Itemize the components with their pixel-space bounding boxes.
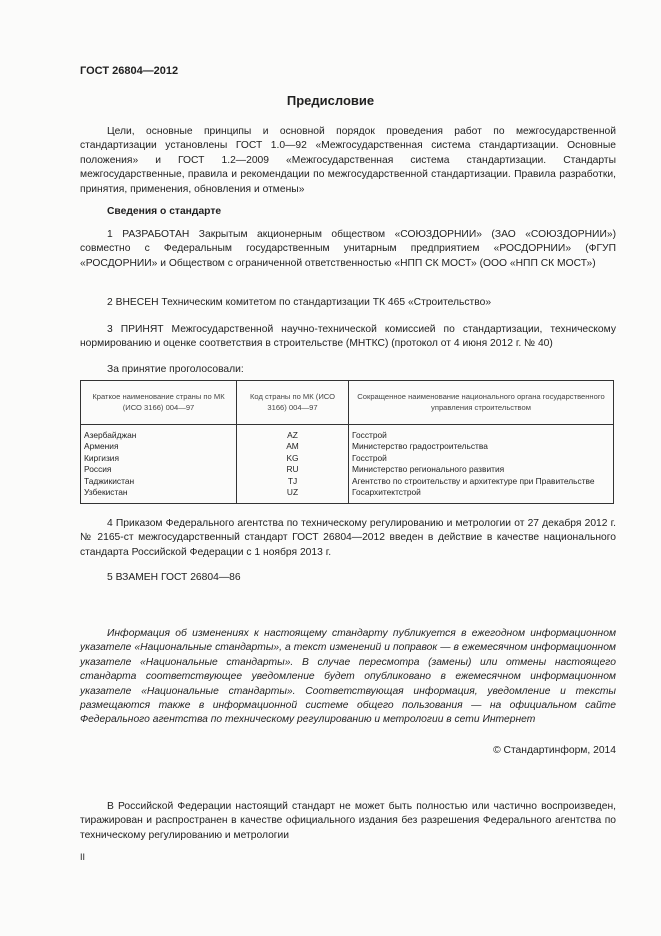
- intro-paragraph: Цели, основные принципы и основной порядок проведения работ по межгосударственной стандартизации установлены ГОСТ 1.0—92 «Межгосударственная система стандартизации. Основные положения» и ГОСТ 1.2—2009 «Межгосударственная система стандартизации. Стандарты межгосударственные, правила и рекомендации по межгосударственной стандартизации. Правила разработки, принятия, применения, обновления и отмены»: [80, 126, 616, 195]
- table-row: [81, 464, 614, 475]
- header-code: Код страны по МК (ИСО 3166) 004—97: [237, 381, 349, 425]
- cell-country: Азербайджан: [81, 425, 237, 442]
- cell-code: AM: [237, 441, 349, 452]
- cell-country: Таджикистан: [81, 476, 237, 487]
- table-row: [81, 425, 614, 442]
- cell-authority: Госстрой: [349, 453, 614, 464]
- cell-code: AZ: [237, 425, 349, 442]
- page-title: Предисловие: [286, 93, 375, 108]
- cell-code: KG: [237, 453, 349, 464]
- table-row: [81, 453, 614, 464]
- item-enacted: 4 Приказом Федерального агентства по техническому регулированию и метрологии от 27 декабря 2012 г. № 2165-ст межгосударственный стандарт ГОСТ 26804—2012 введен в действие в качестве национального стандарта Российской Федерации с 1 ноября 2013 г.: [80, 518, 616, 558]
- cell-authority: Министерство регионального развития: [349, 464, 614, 475]
- item-replaces: 5 ВЗАМЕН ГОСТ 26804—86: [107, 572, 241, 583]
- cell-code: UZ: [237, 487, 349, 504]
- cell-code: RU: [237, 464, 349, 475]
- page-number: II: [80, 852, 86, 862]
- rights-notice: В Российской Федерации настоящий стандарт не может быть полностью или частично воспроизведен, тиражирован и распространен в качестве официального издания без разрешения Федерального агентства по техническому регулированию и метрологии: [80, 801, 616, 841]
- cell-country: Узбекистан: [81, 487, 237, 504]
- cell-country: Киргизия: [81, 453, 237, 464]
- voting-table: [80, 380, 614, 504]
- header-authority: Сокращенное наименование национального органа государственного управления строительством: [349, 381, 614, 425]
- cell-authority: Госархитектстрой: [349, 487, 614, 504]
- item-adopted: 3 ПРИНЯТ Межгосударственной научно-технической комиссией по стандартизации, техническому нормированию и оценке соответствия в строительстве (МНТКС) (протокол от 4 июня 2012 г. № 40): [80, 324, 616, 350]
- info-heading: Сведения о стандарте: [107, 206, 222, 217]
- header-country: Краткое наименование страны по МК (ИСО 3166) 004—97: [81, 381, 237, 425]
- cell-authority: Агентство по строительству и архитектуре при Правительстве: [349, 476, 614, 487]
- cell-code: TJ: [237, 476, 349, 487]
- item-introduced: 2 ВНЕСЕН Техническим комитетом по стандартизации ТК 465 «Строительство»: [107, 297, 492, 308]
- table-row: [81, 476, 614, 487]
- cell-authority: Министерство градостроительства: [349, 441, 614, 452]
- cell-authority: Госстрой: [349, 425, 614, 442]
- table-header-row: [81, 381, 614, 425]
- document-number: ГОСТ 26804—2012: [80, 65, 179, 77]
- copyright: © Стандартинформ, 2014: [493, 745, 616, 756]
- info-note: Информация об изменениях к настоящему стандарту публикуется в ежегодном информационном указателе «Национальные стандарты», а текст изменений и поправок — в ежемесячном информационном указателе «Национальные стандарты». В случае пересмотра (замены) или отмены настоящего стандарта соответствующее уведомление будет опубликовано в ежемесячном информационном указателе «Национальные стандарты». Соответствующая информация, уведомление и тексты размещаются также в информационной системе общего пользования — на официальном сайте Федерального агентства по техническому регулированию и метрологии в сети Интернет: [80, 628, 616, 726]
- item-developed: 1 РАЗРАБОТАН Закрытым акционерным обществом «СОЮЗДОРНИИ» (ЗАО «СОЮЗДОРНИИ») совместно с Федеральным государственным унитарным предприятием «РОСДОРНИИ» (ФГУП «РОСДОРНИИ» и Обществом с ограниченной ответственностью «НПП СК МОСТ» (ООО «НПП СК МОСТ»): [80, 229, 616, 269]
- cell-country: Россия: [81, 464, 237, 475]
- voted-label: За принятие проголосовали:: [107, 364, 244, 375]
- cell-country: Армения: [81, 441, 237, 452]
- table-row: [81, 441, 614, 452]
- table-row: [81, 487, 614, 504]
